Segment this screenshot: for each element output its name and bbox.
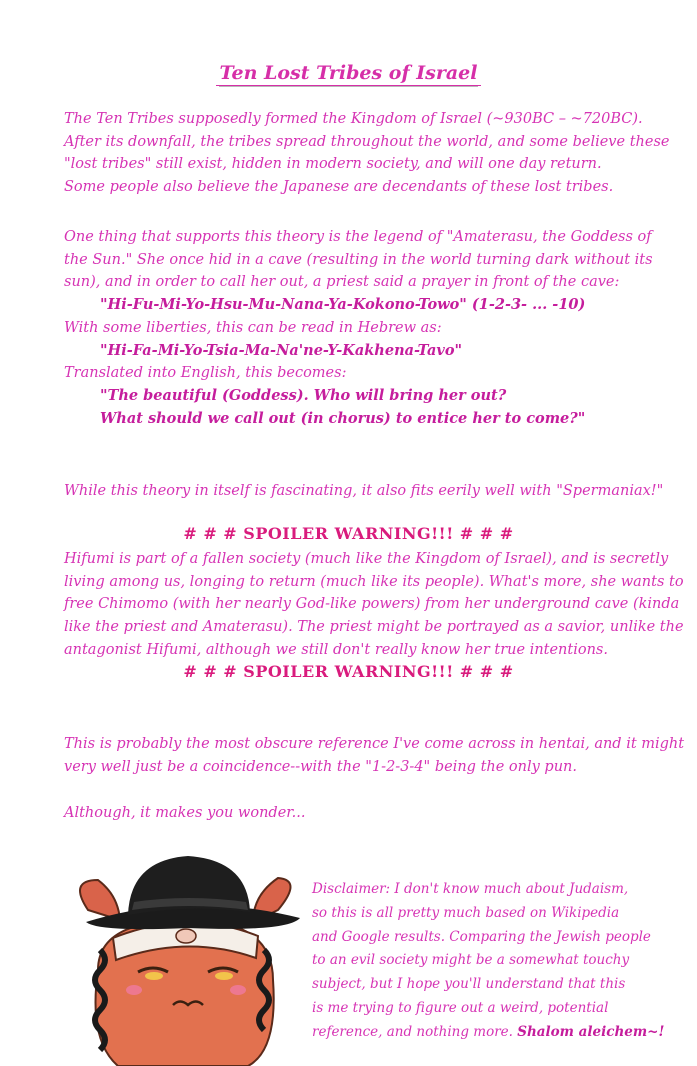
text-line: Some people also believe the Japanese are decendants of these lost tribes. [64, 179, 614, 196]
text-line: sun), and in order to call her out, a priest said a prayer in front of the cave: [64, 274, 620, 291]
japanese-chant: "Hi-Fu-Mi-Yo-Hsu-Mu-Nana-Ya-Kokono-Towo" (1-2-3- ... -10) [100, 296, 586, 314]
mascot-illustration [68, 840, 308, 1066]
english-translation-line: "The beautiful (Goddess). Who will bring her out? [100, 386, 507, 404]
text-line: and Google results. Comparing the Jewish people [312, 928, 651, 945]
text-line: The Ten Tribes supposedly formed the Kingdom of Israel (~930BC – ~720BC). [64, 111, 643, 127]
text-line: so this is all pretty much based on Wikipedia [312, 904, 620, 921]
text-line: like the priest and Amaterasu). The priest might be portrayed as a savior, unlike the [64, 619, 684, 636]
text-line: free Chimomo (with her nearly God-like powers) from her underground cave (kinda [64, 596, 680, 613]
text-line: antagonist Hifumi, although we still don't really know her true intentions. [64, 641, 608, 658]
hebrew-chant: "Hi-Fa-Mi-Yo-Tsia-Ma-Na'ne-Y-Kakhena-Tavo" [100, 341, 463, 359]
text-line: living among us, longing to return (much like its people). What's more, she wants to [64, 573, 684, 590]
spoiler-paragraph [64, 548, 684, 662]
text-line: This is probably the most obscure reference I've come across in hentai, and it might [64, 736, 685, 752]
text-line: After its downfall, the tribes spread throughout the world, and some believe these [64, 133, 670, 150]
disclaimer-last-text: reference, and nothing more. [312, 1023, 513, 1040]
intro-paragraph [64, 108, 670, 199]
text-line: to an evil society might be a somewhat touchy [312, 952, 630, 969]
fits-paragraph [64, 480, 664, 503]
text-line: One thing that supports this theory is the legend of "Amaterasu, the Goddess of [64, 229, 652, 245]
text-line: Although, it makes you wonder... [64, 805, 306, 821]
text-line [312, 1021, 665, 1045]
text-line: subject, but I hope you'll understand that this [312, 976, 626, 993]
text-line: is me trying to figure out a weird, potential [312, 999, 609, 1016]
text-line: "lost tribes" still exist, hidden in modern society, and will one day return. [64, 156, 602, 173]
text-line: very well just be a coincidence--with the "1-2-3-4" being the only pun. [64, 758, 577, 775]
disclaimer-paragraph [312, 878, 665, 1045]
shalom-greeting: Shalom aleichem~! [517, 1023, 665, 1040]
page-title: Ten Lost Tribes of Israel [0, 62, 697, 84]
text-line: Translated into English, this becomes: [64, 365, 347, 382]
english-translation-line: What should we call out (in chorus) to entice her to come?" [100, 409, 586, 427]
text-line: While this theory in itself is fascinating, it also fits eerily well with "Spermaniax!" [64, 483, 664, 499]
spoiler-warning-top: # # # SPOILER WARNING!!! # # # [183, 524, 514, 543]
spoiler-warning-bottom: # # # SPOILER WARNING!!! # # # [183, 662, 514, 681]
text-line: Disclaimer: I don't know much about Judaism, [312, 881, 629, 897]
wonder-line [64, 802, 644, 825]
text-line: Hifumi is part of a fallen society (much like the Kingdom of Israel), and is secretly [64, 551, 669, 567]
legend-paragraph [64, 226, 653, 430]
text-line: With some liberties, this can be read in Hebrew as: [64, 319, 442, 336]
obscure-paragraph [64, 733, 685, 778]
text-line: the Sun." She once hid in a cave (resulting in the world turning dark without its [64, 251, 653, 268]
